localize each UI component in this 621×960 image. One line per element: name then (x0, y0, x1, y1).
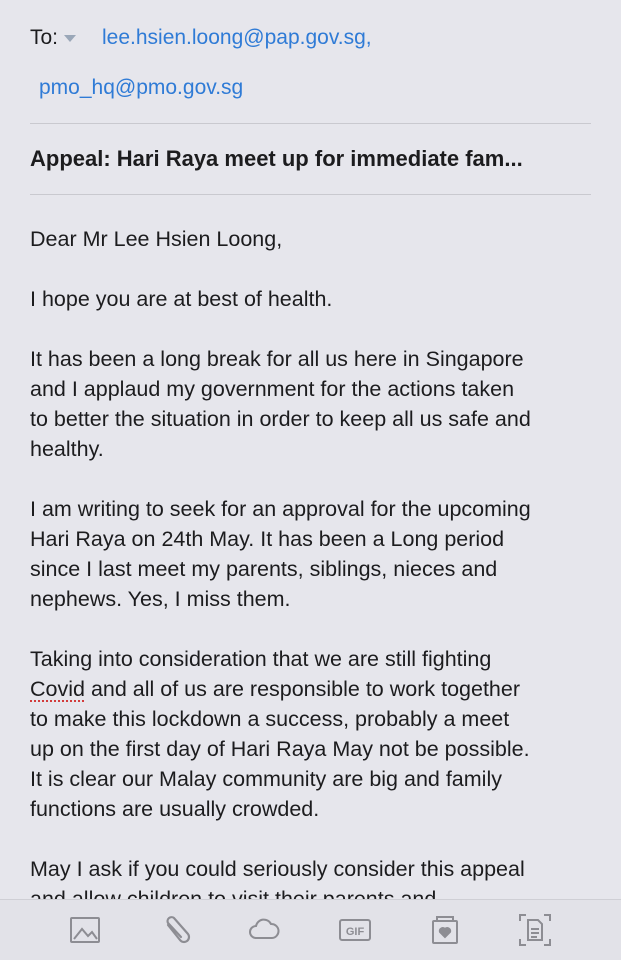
body-paragraph: I hope you are at best of health. (30, 287, 333, 311)
to-field[interactable] (30, 22, 76, 54)
divider (30, 194, 591, 195)
misspelled-word[interactable]: Covid (30, 677, 85, 701)
gif-label: GIF (345, 926, 365, 938)
body-paragraph: It has been a long break for all us here in Singapore and I applaud my government for the actions taken to better the situation in order to keep all us safe and healthy. (30, 347, 531, 461)
format-toolbar (0, 899, 621, 960)
document-scan-icon[interactable] (517, 912, 553, 948)
body-paragraph: May I ask if you could seriously consider this appeal (30, 857, 525, 881)
stationery-icon[interactable] (427, 912, 463, 948)
cloud-icon[interactable] (246, 912, 282, 948)
subject-field[interactable]: Appeal: Hari Raya meet up for immediate fam... (30, 146, 523, 171)
gif-icon[interactable] (337, 912, 373, 948)
divider (30, 123, 591, 124)
body-paragraph: I am writing to seek for an approval for the upcoming Hari Raya on 24th May. It has been a Long period since I last meet my parents, siblings, nieces and nephews. Yes, I miss them. (30, 497, 531, 611)
recipient-chip[interactable]: lee.hsien.loong@pap.gov.sg, (102, 26, 372, 49)
recipient-chip[interactable]: pmo_hq@pmo.gov.sg (39, 76, 244, 99)
paperclip-icon[interactable] (158, 912, 194, 948)
message-body[interactable] (30, 224, 600, 944)
chevron-down-icon[interactable] (64, 35, 76, 42)
to-label: To: (30, 26, 59, 49)
body-paragraph: Taking into consideration that we are still fighting Covid and all of us are responsible to work together to make this lockdown a success, probably a meet up on the first day of Hari Raya May not be possible. It is clear our Malay community are big and family functions are usually crowded. (30, 647, 530, 821)
body-paragraph: Dear Mr Lee Hsien Loong, (30, 227, 283, 251)
image-icon[interactable] (67, 912, 103, 948)
